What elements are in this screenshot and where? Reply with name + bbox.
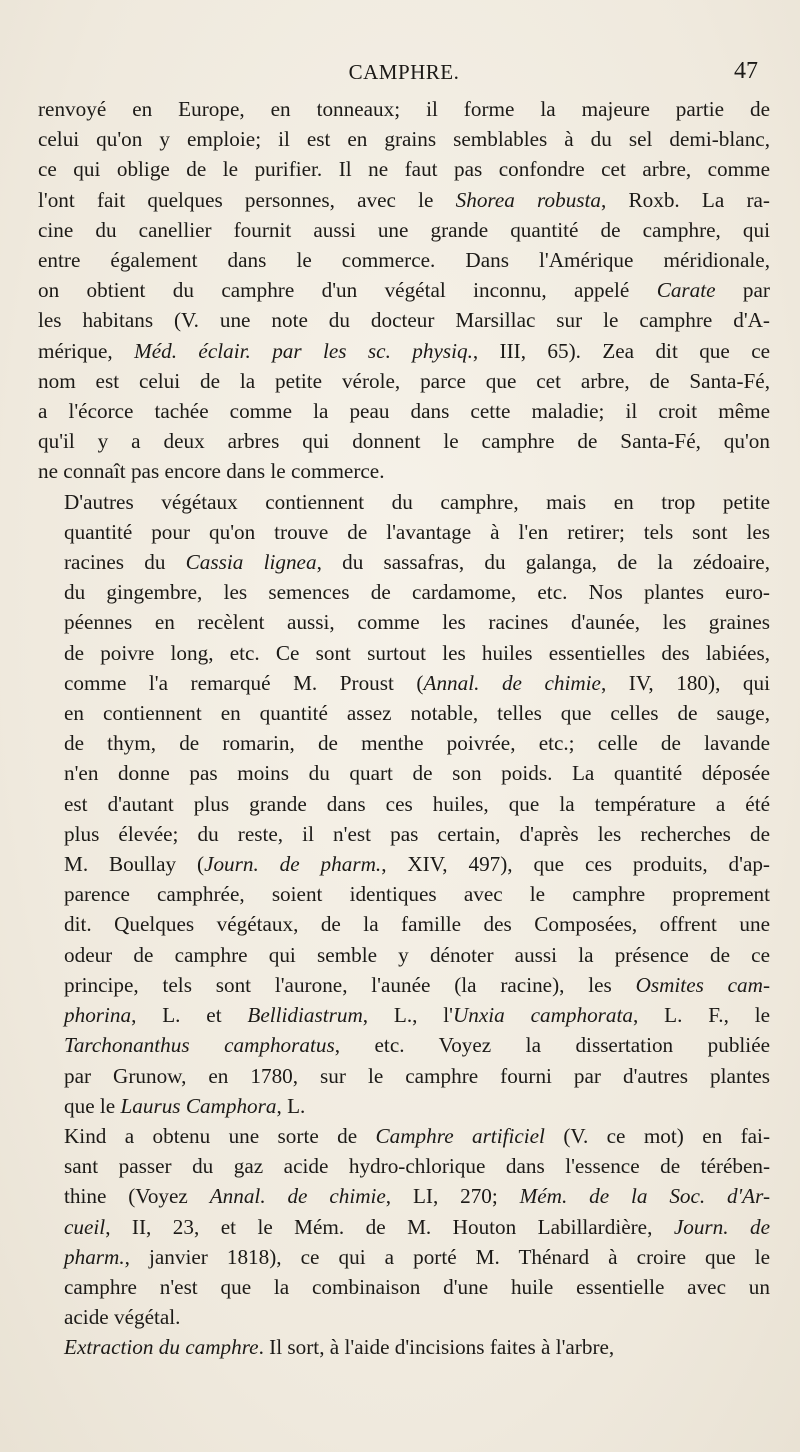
text-line: [38, 215, 770, 245]
text-segment: les habitans (V. une note du docteur Marsillac sur le camphre d'A-: [38, 308, 770, 333]
text-segment: thine (Voyez: [64, 1184, 210, 1209]
text-segment: péennes en recèlent aussi, comme les racines d'aunée, les graines: [64, 610, 770, 635]
text-segment: en contiennent en quantité assez notable, telles que celles de sauge,: [64, 701, 770, 726]
text-segment: Kind a obtenu une sorte de: [64, 1123, 376, 1148]
text-segment: , L.: [276, 1093, 306, 1118]
text-segment: dit. Quelques végétaux, de la famille des Composées, offrent une: [64, 912, 770, 937]
text-line: [38, 1272, 770, 1302]
page-number: 47: [734, 58, 758, 84]
text-line: [38, 638, 770, 668]
text-line: [38, 940, 770, 970]
text-segment: mérique,: [38, 338, 135, 363]
text-line: [38, 275, 770, 305]
text-line: [38, 909, 770, 939]
italic-text: Camphre artificiel: [375, 1123, 545, 1148]
text-segment: de poivre long, etc. Ce sont surtout les huiles essentielles des labiées,: [64, 640, 770, 665]
text-segment: , XIV, 497), que ces produits, d'ap-: [381, 852, 770, 877]
text-line: [38, 336, 770, 366]
paragraph: [38, 487, 770, 1121]
italic-text: Extraction du camphre: [64, 1335, 259, 1360]
text-segment: odeur de camphre qui semble y dénoter aussi la présence de ce: [64, 942, 770, 967]
text-line: [38, 819, 770, 849]
text-line: [38, 1302, 770, 1332]
italic-text: Carate: [656, 278, 716, 303]
text-line: [38, 789, 770, 819]
text-segment: , L. F., le: [633, 1003, 770, 1028]
text-segment: par: [715, 278, 770, 303]
text-line: [38, 154, 770, 184]
text-line: [38, 426, 770, 456]
text-line: [38, 1332, 770, 1362]
text-line: [38, 698, 770, 728]
text-segment: , du sassafras, du galanga, de la zédoaire,: [316, 550, 771, 575]
text-line: [38, 517, 770, 547]
paragraph: [38, 1332, 770, 1362]
running-header: [38, 58, 770, 94]
italic-text: phorina: [64, 1003, 132, 1028]
text-segment: est d'autant plus grande dans ces huiles, que la température a été: [64, 791, 770, 816]
text-segment: quantité pour qu'on trouve de l'avantage à l'en retirer; tels sont les: [64, 519, 770, 544]
text-segment: , L. et: [131, 1003, 248, 1028]
text-line: [38, 94, 770, 124]
italic-text: Méd. éclair. par les sc. physiq.: [134, 338, 473, 363]
italic-text: Journ. de pharm.: [204, 852, 382, 877]
text-segment: ne connaît pas encore dans le commerce.: [38, 459, 385, 484]
text-segment: celui qu'on y emploie; il est en grains semblables à du sel demi-blanc,: [38, 127, 770, 152]
page-body-text: [38, 94, 770, 1363]
text-segment: n'en donne pas moins du quart de son poids. La quantité déposée: [64, 761, 770, 786]
text-segment: M. Boullay (: [64, 852, 205, 877]
text-segment: entre également dans le commerce. Dans l'Amérique méridionale,: [38, 248, 770, 273]
italic-text: Bellidiastrum: [247, 1003, 363, 1028]
text-line: [38, 879, 770, 909]
text-segment: renvoyé en Europe, en tonneaux; il forme la majeure partie de: [38, 97, 770, 121]
paragraph: [38, 94, 770, 487]
text-segment: du gingembre, les semences de cardamome, etc. Nos plantes euro-: [64, 580, 770, 605]
text-segment: camphre n'est que la combinaison d'une huile essentielle avec un: [64, 1274, 770, 1299]
text-segment: nom est celui de la petite vérole, parce que cet arbre, de Santa-Fé,: [38, 368, 770, 393]
running-title: CAMPHRE.: [348, 60, 460, 84]
text-line: [38, 728, 770, 758]
text-segment: parence camphrée, soient identiques avec le camphre proprement: [64, 882, 770, 907]
text-segment: acide végétal.: [64, 1305, 181, 1330]
italic-text: cueil: [64, 1214, 106, 1239]
text-segment: . Il sort, à l'aide d'incisions faites à l'arbre,: [258, 1335, 615, 1360]
text-line: [38, 607, 770, 637]
italic-text: Osmites cam-: [635, 972, 770, 997]
text-line: [38, 245, 770, 275]
text-segment: cine du canellier fournit aussi une grande quantité de camphre, qui: [38, 217, 770, 242]
text-segment: (V. ce mot) en fai-: [544, 1123, 770, 1148]
text-line: [38, 305, 770, 335]
text-line: [38, 1091, 770, 1121]
text-segment: , janvier 1818), ce qui a porté M. Thénard à croire que le: [124, 1244, 770, 1269]
text-line: [38, 124, 770, 154]
text-line: [38, 849, 770, 879]
text-segment: que le: [64, 1093, 121, 1118]
text-line: [38, 1181, 770, 1211]
italic-text: pharm.: [64, 1244, 125, 1269]
text-line: [38, 1151, 770, 1181]
text-segment: qu'il y a deux arbres qui donnent le camphre de Santa-Fé, qu'on: [38, 429, 770, 454]
text-line: [38, 487, 770, 517]
text-segment: ce qui oblige de le purifier. Il ne faut pas confondre cet arbre, comme: [38, 157, 770, 182]
italic-text: Journ. de: [673, 1214, 770, 1239]
text-segment: sant passer du gaz acide hydro-chlorique dans l'essence de térében-: [64, 1154, 770, 1179]
italic-text: Unxia camphorata: [452, 1003, 633, 1028]
text-line: [38, 456, 770, 486]
text-segment: par Grunow, en 1780, sur le camphre fourni par d'autres plantes: [64, 1063, 770, 1088]
text-segment: , III, 65). Zea dit que ce: [472, 338, 770, 363]
text-segment: l'ont fait quelques personnes, avec le: [38, 187, 456, 212]
text-segment: , LI, 270;: [385, 1184, 520, 1209]
text-line: [38, 758, 770, 788]
paragraph: [38, 1121, 770, 1332]
text-segment: plus élevée; du reste, il n'est pas certain, d'après les recherches de: [64, 821, 770, 846]
text-segment: , etc. Voyez la dissertation publiée: [334, 1033, 770, 1058]
text-segment: on obtient du camphre d'un végétal inconnu, appelé: [38, 278, 657, 303]
text-line: [38, 1212, 770, 1242]
text-segment: principe, tels sont l'aurone, l'aunée (la racine), les: [64, 972, 636, 997]
text-line: [38, 547, 770, 577]
text-line: [38, 185, 770, 215]
text-line: [38, 1242, 770, 1272]
text-segment: comme l'a remarqué M. Proust (: [64, 670, 424, 695]
italic-text: Annal. de chimie: [209, 1184, 386, 1209]
text-line: [38, 396, 770, 426]
text-segment: de thym, de romarin, de menthe poivrée, etc.; celle de lavande: [64, 731, 770, 756]
text-line: [38, 1121, 770, 1151]
text-line: [38, 1000, 770, 1030]
text-segment: D'autres végétaux contiennent du camphre, mais en trop petite: [64, 489, 770, 514]
italic-text: Laurus Camphora: [120, 1093, 277, 1118]
italic-text: Annal. de chimie: [423, 670, 601, 695]
text-line: [38, 1030, 770, 1060]
text-segment: , IV, 180), qui: [600, 670, 770, 695]
text-line: [38, 668, 770, 698]
text-segment: , II, 23, et le Mém. de M. Houton Labillardière,: [105, 1214, 674, 1239]
italic-text: Tarchonanthus camphoratus: [64, 1033, 335, 1058]
italic-text: Cassia lignea: [185, 550, 317, 575]
italic-text: Mém. de la Soc. d'Ar-: [519, 1184, 771, 1209]
text-segment: racines du: [64, 550, 186, 575]
text-line: [38, 577, 770, 607]
text-segment: , L., l': [362, 1003, 453, 1028]
italic-text: Shorea robusta: [455, 187, 602, 212]
text-line: [38, 970, 770, 1000]
text-segment: a l'écorce tachée comme la peau dans cette maladie; il croit même: [38, 399, 770, 424]
text-segment: , Roxb. La ra-: [601, 187, 770, 212]
text-line: [38, 1061, 770, 1091]
text-line: [38, 366, 770, 396]
